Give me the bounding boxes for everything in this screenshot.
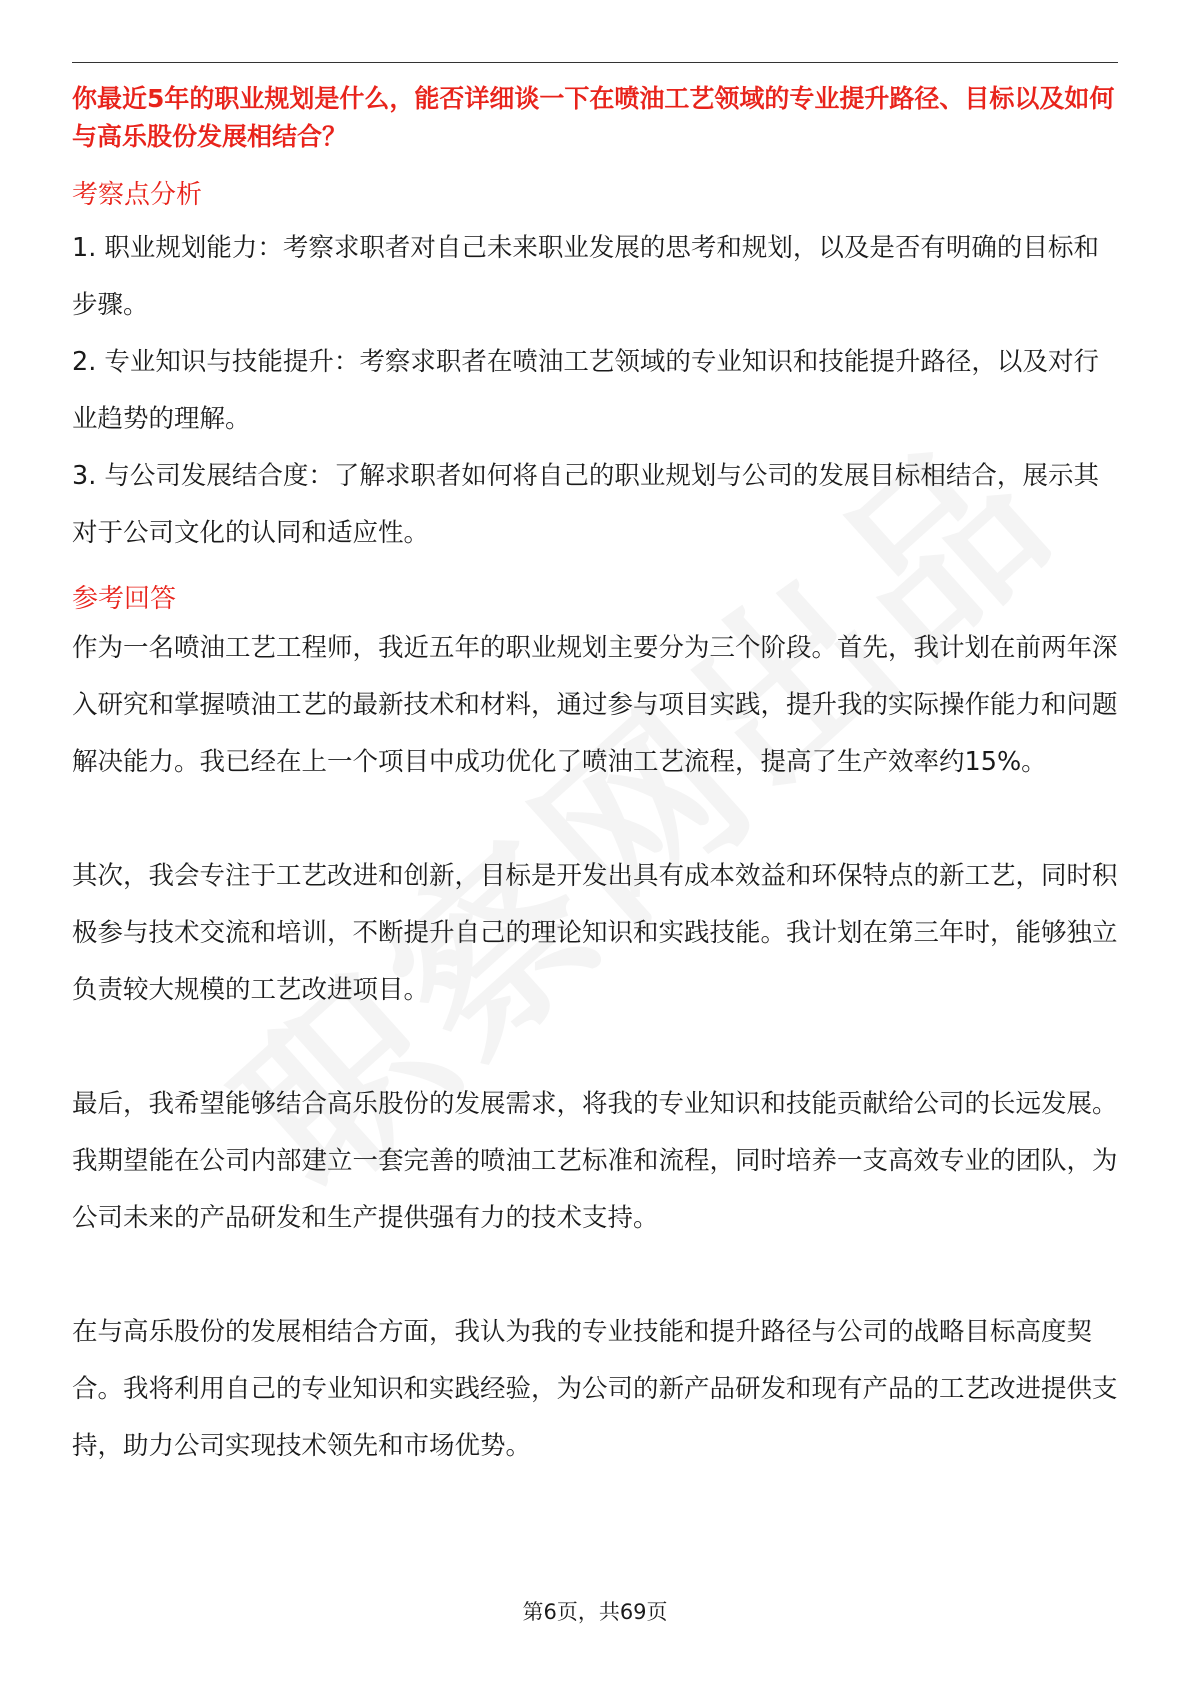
- analysis-heading: 考察点分析: [72, 180, 203, 210]
- analysis-item-3: 3. 与公司发展结合度：了解求职者如何将自己的职业规划与公司的发展目标相结合，展示其对于公司文化的认同和适应性。: [72, 461, 1099, 548]
- analysis-item-2: 2. 专业知识与技能提升：考察求职者在喷油工艺领域的专业知识和技能提升路径，以及对行业趋势的理解。: [72, 347, 1099, 434]
- analysis-item-1: 1. 职业规划能力：考察求职者对自己未来职业发展的思考和规划，以及是否有明确的目标和步骤。: [72, 233, 1099, 320]
- answer-body: [72, 620, 1118, 1475]
- analysis-list: [72, 220, 1118, 562]
- question-text: 你最近5年的职业规划是什么，能否详细谈一下在喷油工艺领域的专业提升路径、目标以及如何与高乐股份发展相结合？: [72, 84, 1115, 151]
- answer-paragraph-1: 作为一名喷油工艺工程师，我近五年的职业规划主要分为三个阶段。首先，我计划在前两年深入研究和掌握喷油工艺的最新技术和材料，通过参与项目实践，提升我的实际操作能力和问题解决能力。我已经在上一个项目中成功优化了喷油工艺流程，提高了生产效率约15%。: [72, 633, 1118, 777]
- answer-heading: 参考回答: [72, 584, 177, 614]
- answer-paragraph-4: 在与高乐股份的发展相结合方面，我认为我的专业技能和提升路径与公司的战略目标高度契合。我将利用自己的专业知识和实践经验，为公司的新产品研发和现有产品的工艺改进提供支持，助力公司实现技术领先和市场优势。: [72, 1317, 1118, 1461]
- page-number: 第6页，共69页: [522, 1600, 668, 1624]
- header-divider: [72, 62, 1118, 63]
- document-body: [72, 80, 1118, 1475]
- answer-paragraph-2: 其次，我会专注于工艺改进和创新，目标是开发出具有成本效益和环保特点的新工艺，同时积极参与技术交流和培训，不断提升自己的理论知识和实践技能。我计划在第三年时，能够独立负责较大规模的工艺改进项目。: [72, 861, 1118, 1005]
- answer-paragraph-3: 最后，我希望能够结合高乐股份的发展需求，将我的专业知识和技能贡献给公司的长远发展。我期望能在公司内部建立一套完善的喷油工艺标准和流程，同时培养一支高效专业的团队，为公司未来的产品研发和生产提供强有力的技术支持。: [72, 1089, 1118, 1233]
